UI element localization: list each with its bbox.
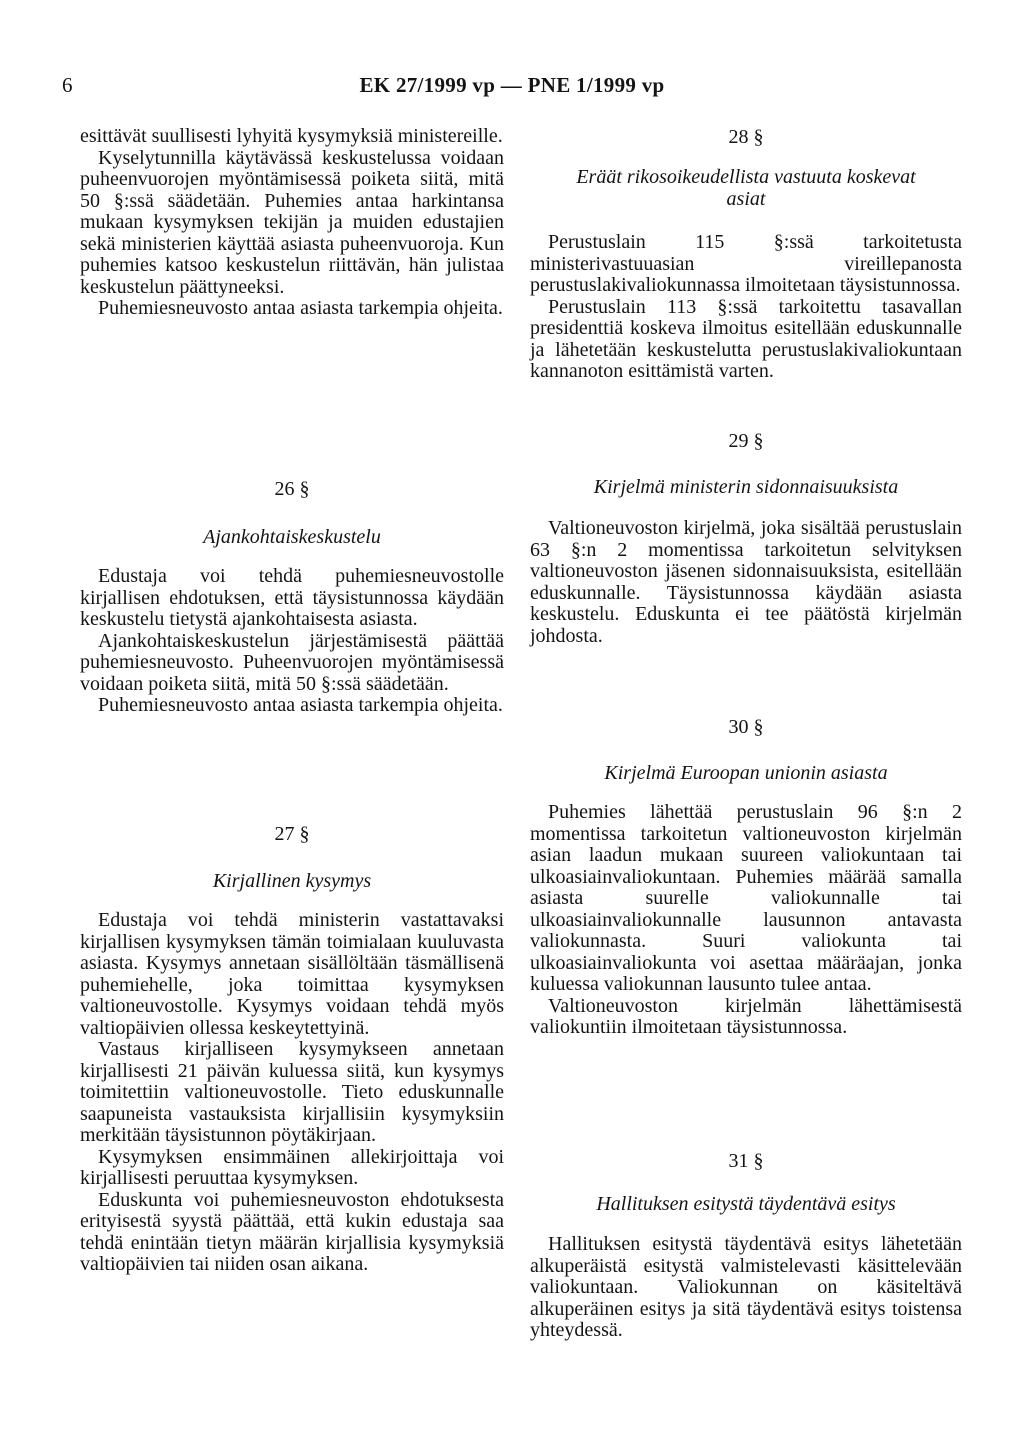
section-paragraph: Eduskunta voi puhemiesneuvoston ehdotuksesta erityisestä syystä päättää, että kukin edustaja saa tehdä enintään tietyn määrän kirjallisia kysymyksiä valtiopäivien tai niiden osan aikana. xyxy=(80,1188,504,1275)
section-title: Ajankohtaiskeskustelu xyxy=(203,526,381,548)
section-27 xyxy=(80,823,504,845)
section-30-body xyxy=(530,802,962,1039)
section-paragraph: Valtioneuvoston kirjelmä, joka sisältää perustuslain 63 §:n 2 momentissa tarkoitetun selvityksen valtioneuvoston jäsenen sidonnaisuuksista, esitellään eduskunnalle. Täysistunnossa käydään asiasta keskustelu. Eduskunta ei tee päätöstä kirjelmän johdosta. xyxy=(530,517,962,647)
section-28 xyxy=(530,126,962,148)
section-title: Kirjelmä ministerin sidonnaisuuksista xyxy=(593,476,899,498)
section-30-title-wrap xyxy=(530,762,962,784)
section-26-body xyxy=(80,566,504,717)
section-paragraph: Ajankohtaiskeskustelun järjestämisestä päättää puhemiesneuvosto. Puheenvuorojen myöntämisessä voidaan poiketa siitä, mitä 50 §:ssä säädetään. xyxy=(80,629,504,695)
section-number: 28 § xyxy=(728,126,764,148)
section-29 xyxy=(530,430,962,452)
section-31 xyxy=(530,1150,962,1172)
page-number: 6 xyxy=(62,73,73,97)
section-27-body xyxy=(80,910,504,1276)
intro-paragraph: esittävät suullisesti lyhyitä kysymyksiä ministereille. xyxy=(80,125,503,147)
section-title: Eräät rikosoikeudellista vastuuta koskevat asiat xyxy=(576,166,916,210)
section-28-body xyxy=(530,232,962,383)
intro-block xyxy=(80,126,504,320)
section-28-title-wrap xyxy=(530,166,962,210)
section-26-title-wrap xyxy=(80,526,504,548)
section-number: 29 § xyxy=(728,430,764,452)
section-paragraph: Hallituksen esitystä täydentävä esitys lähetetään alkuperäistä esitystä valmistelevasti käsittelevään valiokuntaan. Valiokunnan on käsiteltävä alkuperäinen esitys ja sitä täydentävä esitys toistensa yhteydessä. xyxy=(530,1233,962,1341)
section-paragraph: Kysymyksen ensimmäinen allekirjoittaja voi kirjallisesti peruuttaa kysymyksen. xyxy=(80,1145,504,1189)
section-paragraph: Edustaja voi tehdä puhemiesneuvostolle kirjallisen ehdotuksen, että täysistunnossa käydään keskustelu tietystä ajankohtaisesta asiasta. xyxy=(80,565,504,630)
section-title: Kirjallinen kysymys xyxy=(212,870,372,892)
section-number: 30 § xyxy=(728,716,764,738)
intro-paragraph: Puhemiesneuvosto antaa asiasta tarkempia ohjeita. xyxy=(98,297,503,319)
section-paragraph: Edustaja voi tehdä ministerin vastattavaksi kirjallisen kysymyksen tämän toimialaan kuuluvasta asiasta. Kysymys annetaan sisällöltään täsmällisenä puhemiehelle, joka toimittaa kysymyksen valtioneuvostolle. Kysymys voidaan tehdä myös valtiopäivien ollessa keskeytettyinä. xyxy=(80,909,504,1039)
section-29-body xyxy=(530,518,962,647)
section-number: 27 § xyxy=(274,823,310,845)
section-paragraph: Perustuslain 113 §:ssä tarkoitettu tasavallan presidenttiä koskeva ilmoitus esitellään eduskunnalle ja lähetetään keskustelutta perustuslakivaliokuntaan kannanoton esittämistä varten. xyxy=(530,295,962,382)
running-header: EK 27/1999 vp — PNE 1/1999 vp xyxy=(359,73,665,97)
section-paragraph: Perustuslain 115 §:ssä tarkoitetusta ministerivastuuasian vireillepanosta perustuslakivaliokunnassa ilmoitetaan täysistunnossa. xyxy=(530,231,962,296)
section-30 xyxy=(530,716,962,738)
section-31-body xyxy=(530,1234,962,1342)
section-31-title-wrap xyxy=(530,1193,962,1215)
section-title: Kirjelmä Euroopan unionin asiasta xyxy=(604,762,888,784)
section-paragraph: Vastaus kirjalliseen kysymykseen annetaan kirjallisesti 21 päivän kuluessa siitä, kun kysymys toimitettiin valtioneuvostolle. Tieto eduskunnalle saapuneista vastauksista kirjallisiin kysymyksiin merkitään täysistunnon pöytäkirjaan. xyxy=(80,1038,504,1146)
section-26 xyxy=(80,478,504,500)
intro-paragraph: Kyselytunnilla käytävässä keskustelussa voidaan puheenvuorojen myöntämisessä poiketa siitä, mitä 50 §:ssä säädetään. Puhemies antaa harkintansa mukaan kysymyksen tekijän ja muiden edustajien sekä ministerien käyttää asiasta puheenvuoroja. Kun puhemies katsoo keskustelun riittävän, hän julistaa keskustelun päättyneeksi. xyxy=(80,146,504,298)
section-paragraph: Puhemiesneuvosto antaa asiasta tarkempia ohjeita. xyxy=(98,694,503,716)
section-27-title-wrap xyxy=(80,870,504,892)
section-29-title-wrap xyxy=(530,476,962,498)
section-number: 31 § xyxy=(728,1150,764,1172)
section-number: 26 § xyxy=(274,478,310,500)
section-paragraph: Valtioneuvoston kirjelmän lähettämisestä valiokuntiin ilmoitetaan täysistunnossa. xyxy=(530,994,962,1038)
section-title: Hallituksen esitystä täydentävä esitys xyxy=(596,1193,896,1215)
section-paragraph: Puhemies lähettää perustuslain 96 §:n 2 momentissa tarkoitetun valtioneuvoston kirjelmän asian laadun mukaan suureen valiokuntaan tai ulkoasiainvaliokuntaan. Puhemies määrää samalla asiasta suurelle valiokunnalle tai ulkoasiainvaliokunnalle lausunnon antavasta valiokunnasta. Suuri valiokunta tai ulkoasiainvaliokunta voi asettaa määräajan, jonka kuluessa valiokunnan lausunto tulee antaa. xyxy=(530,801,962,995)
